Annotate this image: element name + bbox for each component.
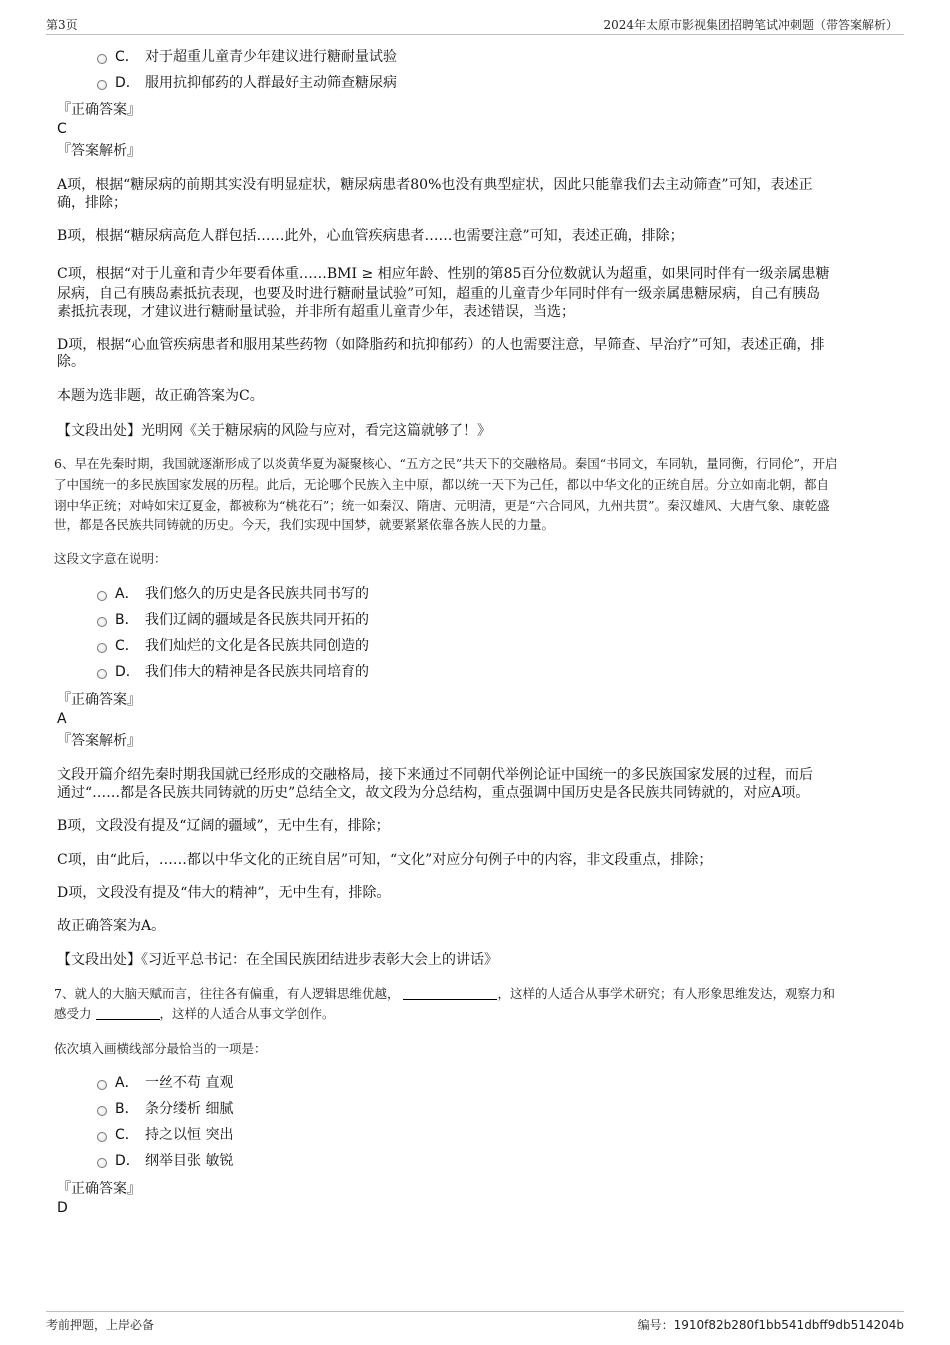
q5-analysis-a-line2: 确，排除； xyxy=(57,195,127,211)
q5-answer: C xyxy=(57,121,67,137)
q6-analysis-c: C项，由“此后，……都以中华文化的正统自居”可知，“文化”对应分句例子中的内容，非文段重点，排除； xyxy=(57,852,713,868)
radio-icon[interactable] xyxy=(97,54,107,64)
q6-option-d[interactable]: D． 我们伟大的精神是各民族共同培育的 xyxy=(97,662,369,682)
radio-icon[interactable] xyxy=(97,1080,107,1090)
q6-stem-line3: 诩中华正统；对峙如宋辽夏金，都被称为“桃花石”；统一如秦汉、隋唐、元明清，更是“六合同风，九州共贯”。秦汉雄风、大唐气象、康乾盛 xyxy=(54,498,830,513)
q5-analysis-c-line1: C项，根据“对于儿童和青少年要看体重……BMI ≥ 相应年龄、性别的第85百分位数就认为超重，如果同时伴有一级亲属患糖 xyxy=(57,266,830,282)
radio-icon[interactable] xyxy=(97,617,107,627)
q7-stem-line2: 感受力 ，这样的人适合从事文学创作。 xyxy=(54,1006,335,1021)
page-footer xyxy=(46,1311,904,1338)
q5-analysis-label: 『答案解析』 xyxy=(57,143,141,159)
q5-analysis-d-line2: 除。 xyxy=(57,354,85,370)
q5-answer-label: 『正确答案』 xyxy=(57,102,141,118)
q6-stem-line1: 6、早在先秦时期，我国就逐渐形成了以炎黄华夏为凝聚核心、“五方之民”共天下的交融格局。秦国“书同文，车同轨，量同衡，行同伦”，开启 xyxy=(54,456,838,471)
document-title: 2024年太原市影视集团招聘笔试冲刺题（带答案解析） xyxy=(603,18,898,32)
fill-blank-2 xyxy=(96,1005,160,1020)
q6-analysis-b: B项，文段没有提及“辽阔的疆域”，无中生有，排除； xyxy=(57,818,390,834)
q5-analysis-a-line1: A项，根据“糖尿病的前期其实没有明显症状，糖尿病患者80%也没有典型症状，因此只能靠我们去主动筛查”可知，表述正 xyxy=(57,177,813,193)
q7-option-c[interactable]: C． 持之以恒 突出 xyxy=(97,1125,233,1145)
radio-icon[interactable] xyxy=(97,1106,107,1116)
q5-analysis-c-line3: 素抵抗表现，才建议进行糖耐量试验，并非所有超重儿童青少年，表述错误，当选； xyxy=(57,304,575,320)
q5-analysis-d-line1: D项，根据“心血管疾病患者和服用某些药物（如降脂药和抗抑郁药）的人也需要注意，早筛查、早治疗”可知，表述正确，排 xyxy=(57,337,825,353)
q6-option-b[interactable]: B． 我们辽阔的疆域是各民族共同开拓的 xyxy=(97,610,369,630)
q6-analysis-main-line2: 通过“……都是各民族共同铸就的历史”总结全文，故文段为分总结构，重点强调中国历史是各民族共同铸就的，对应A项。 xyxy=(57,785,810,801)
q6-analysis-d: D项，文段没有提及“伟大的精神”，无中生有，排除。 xyxy=(57,885,391,901)
page-header xyxy=(46,14,904,35)
q7-option-a[interactable]: A． 一丝不苟 直观 xyxy=(97,1073,233,1093)
q5-analysis-c-line2: 尿病，自己有胰岛素抵抗表现，也要及时进行糖耐量试验”可知，超重的儿童青少年同时伴有一级亲属患糖尿病，自己有胰岛 xyxy=(57,286,821,302)
q7-stem-line1: 7、就人的大脑天赋而言，往往各有偏重，有人逻辑思维优越， ，这样的人适合从事学术研究；有人形象思维发达，观察力和 xyxy=(54,986,835,1001)
q7-option-b[interactable]: B． 条分缕析 细腻 xyxy=(97,1099,233,1119)
q6-prompt: 这段文字意在说明： xyxy=(54,551,167,566)
q6-answer-label: 『正确答案』 xyxy=(57,692,141,708)
radio-icon[interactable] xyxy=(97,643,107,653)
q7-option-d[interactable]: D． 纲举目张 敏锐 xyxy=(97,1151,233,1171)
q5-option-d[interactable]: D． 服用抗抑郁药的人群最好主动筛查糖尿病 xyxy=(97,73,397,93)
q6-stem-line2: 了中国统一的多民族国家发展的历程。此后，无论哪个民族入主中原，都以统一天下为己任，都以中华文化的正统自居。分立如南北朝，都自 xyxy=(54,477,830,492)
q6-conclusion: 故正确答案为A。 xyxy=(57,918,166,934)
q6-analysis-label: 『答案解析』 xyxy=(57,733,141,749)
q5-option-c[interactable]: C． 对于超重儿童青少年建议进行糖耐量试验 xyxy=(97,47,397,67)
radio-icon[interactable] xyxy=(97,80,107,90)
footer-serial: 编号：1910f82b280f1bb541dbff9db514204b xyxy=(637,1318,904,1332)
radio-icon[interactable] xyxy=(97,591,107,601)
q6-analysis-main-line1: 文段开篇介绍先秦时期我国就已经形成的交融格局，接下来通过不同朝代举例论证中国统一的多民族国家发展的过程，而后 xyxy=(57,767,813,783)
q5-source: 【文段出处】光明网《关于糖尿病的风险与应对，看完这篇就够了！》 xyxy=(57,423,491,439)
page-number: 第3页 xyxy=(46,18,78,32)
footer-slogan: 考前押题，上岸必备 xyxy=(46,1318,155,1332)
radio-icon[interactable] xyxy=(97,1132,107,1142)
q7-answer-label: 『正确答案』 xyxy=(57,1181,141,1197)
radio-icon[interactable] xyxy=(97,1158,107,1168)
q6-answer: A xyxy=(57,711,67,727)
radio-icon[interactable] xyxy=(97,669,107,679)
q6-source: 【文段出处】《习近平总书记：在全国民族团结进步表彰大会上的讲话》 xyxy=(57,952,498,968)
q5-conclusion: 本题为选非题，故正确答案为C。 xyxy=(57,388,264,404)
q7-answer: D xyxy=(57,1200,68,1216)
q7-prompt: 依次填入画横线部分最恰当的一项是： xyxy=(54,1041,267,1056)
q6-option-c[interactable]: C． 我们灿烂的文化是各民族共同创造的 xyxy=(97,636,369,656)
q5-analysis-b: B项，根据“糖尿病高危人群包括……此外，心血管疾病患者……也需要注意”可知，表述正确，排除； xyxy=(57,228,684,244)
fill-blank-1 xyxy=(403,985,497,1000)
q6-option-a[interactable]: A． 我们悠久的历史是各民族共同书写的 xyxy=(97,584,369,604)
q6-stem-line4: 世，都是各民族共同铸就的历史。今天，我们实现中国梦，就要紧紧依靠各族人民的力量。 xyxy=(54,517,555,532)
